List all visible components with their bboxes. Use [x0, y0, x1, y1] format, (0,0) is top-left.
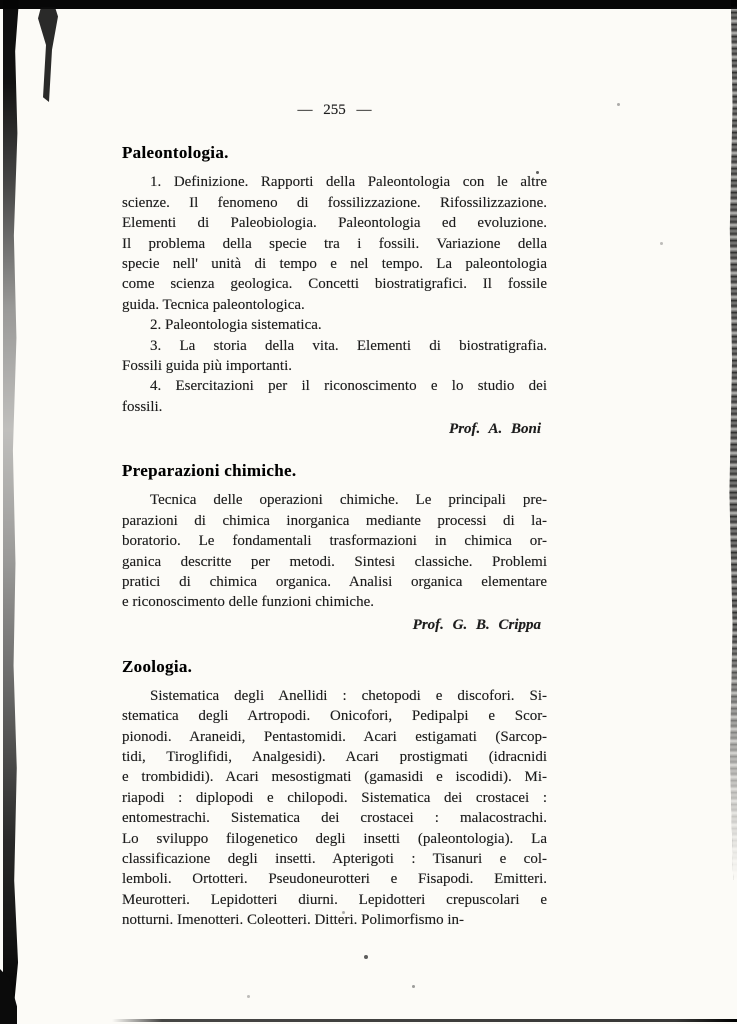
paragraph [122, 172, 547, 315]
scan-speck [364, 955, 368, 959]
page-content [122, 100, 547, 931]
text-line: Lo sviluppo filogenetico degli insetti (paleontologia). La [122, 830, 547, 847]
section-body [122, 686, 547, 931]
paragraph [122, 376, 547, 417]
text-line: Fossili guida più importanti. [122, 358, 293, 375]
section-heading: Preparazioni chimiche. [122, 461, 297, 481]
section-heading: Paleontologia. [122, 143, 229, 163]
text-line: guida. Tecnica paleontologica. [122, 296, 305, 313]
section-preparazioni-chimiche [122, 460, 547, 635]
text-line: classificazione degli insetti. Apterigoti : Tisanuri e col- [122, 850, 547, 867]
scan-speck [660, 242, 663, 245]
text-line: Elementi di Paleobiologia. Paleontologia ed evoluzione. [122, 215, 547, 232]
text-line: 1. Definizione. Rapporti della Paleontologia con le altre [150, 174, 547, 191]
text-line: come scienza geologica. Concetti biostratigrafici. Il fossile [122, 276, 547, 293]
text-line: riapodi : diplopodi e chilopodi. Sistematica dei crostacei : [122, 789, 547, 806]
text-line: fossili. [122, 398, 163, 415]
text-line: e riconoscimento delle funzioni chimiche. [122, 594, 374, 611]
paragraph [122, 336, 547, 377]
scan-artifact-topleft-blob [38, 7, 58, 102]
paragraph [122, 490, 547, 612]
text-line: lemboli. Ortotteri. Pseudoneurotteri e Fisapodi. Emitteri. [122, 871, 547, 888]
text-line: entomestrachi. Sistematica dei crostacei : malacostrachi. [122, 810, 547, 827]
text-line: tidi, Tiroglifidi, Analgesidi). Acari prostigmati (idracnidi [122, 748, 547, 765]
scan-speck [247, 995, 250, 998]
text-line: specie nell' unità di tempo e nel tempo. La paleontologia [122, 256, 547, 273]
page-number: — 255 — [297, 102, 372, 118]
text-line: 2. Paleontologia sistematica. [150, 317, 322, 334]
scan-artifact-left-edge [3, 0, 19, 1024]
scan-speck [412, 985, 415, 988]
section-body [122, 172, 547, 417]
text-line: Tecnica delle operazioni chimiche. Le principali pre- [150, 492, 547, 509]
section-body [122, 490, 547, 612]
scan-artifact-bottom-line [112, 1019, 737, 1022]
text-line: pratici di chimica organica. Analisi organica elementare [122, 573, 547, 590]
scan-speck [617, 103, 620, 106]
text-line: boratorio. Le fondamentali trasformazioni in chimica or- [122, 533, 547, 550]
paragraph [122, 686, 547, 931]
text-line: parazioni di chimica inorganica mediante processi di la- [122, 512, 547, 529]
section-heading: Zoologia. [122, 656, 193, 676]
text-line: e trombididi). Acari mesostigmati (gamasidi e iscodidi). Mi- [122, 769, 547, 786]
text-line: stematica degli Artropodi. Onicofori, Pedipalpi e Scor- [122, 708, 547, 725]
section-zoologia [122, 656, 547, 931]
section-paleontologia [122, 142, 547, 440]
text-line: 4. Esercitazioni per il riconoscimento e lo studio dei [150, 378, 547, 395]
paragraph [122, 315, 547, 335]
text-line: notturni. Imenotteri. Coleotteri. Ditteri. Polimorfismo in- [122, 912, 465, 929]
scan-artifact-top-edge [0, 0, 737, 9]
text-line: Meurotteri. Lepidotteri diurni. Lepidotteri crepuscolari e [122, 891, 547, 908]
text-line: scienze. Il fenomeno di fossilizzazione. Rifossilizzazione. [122, 194, 547, 211]
text-line: 3. La storia della vita. Elementi di biostratigrafia. [150, 337, 547, 354]
text-line: Il problema della specie tra i fossili. Variazione della [122, 235, 547, 252]
text-line: Sistematica degli Anellidi : chetopodi e discofori. Si- [150, 687, 547, 704]
professor-signature: Prof. G. B. Crippa [412, 616, 541, 633]
text-line: ganica descritte per metodi. Sintesi classiche. Problemi [122, 553, 547, 570]
text-line: pionodi. Araneidi, Pentastomidi. Acari estigamati (Sarcop- [122, 728, 547, 745]
professor-signature: Prof. A. Boni [449, 421, 541, 438]
scan-artifact-right-edge [727, 0, 737, 880]
